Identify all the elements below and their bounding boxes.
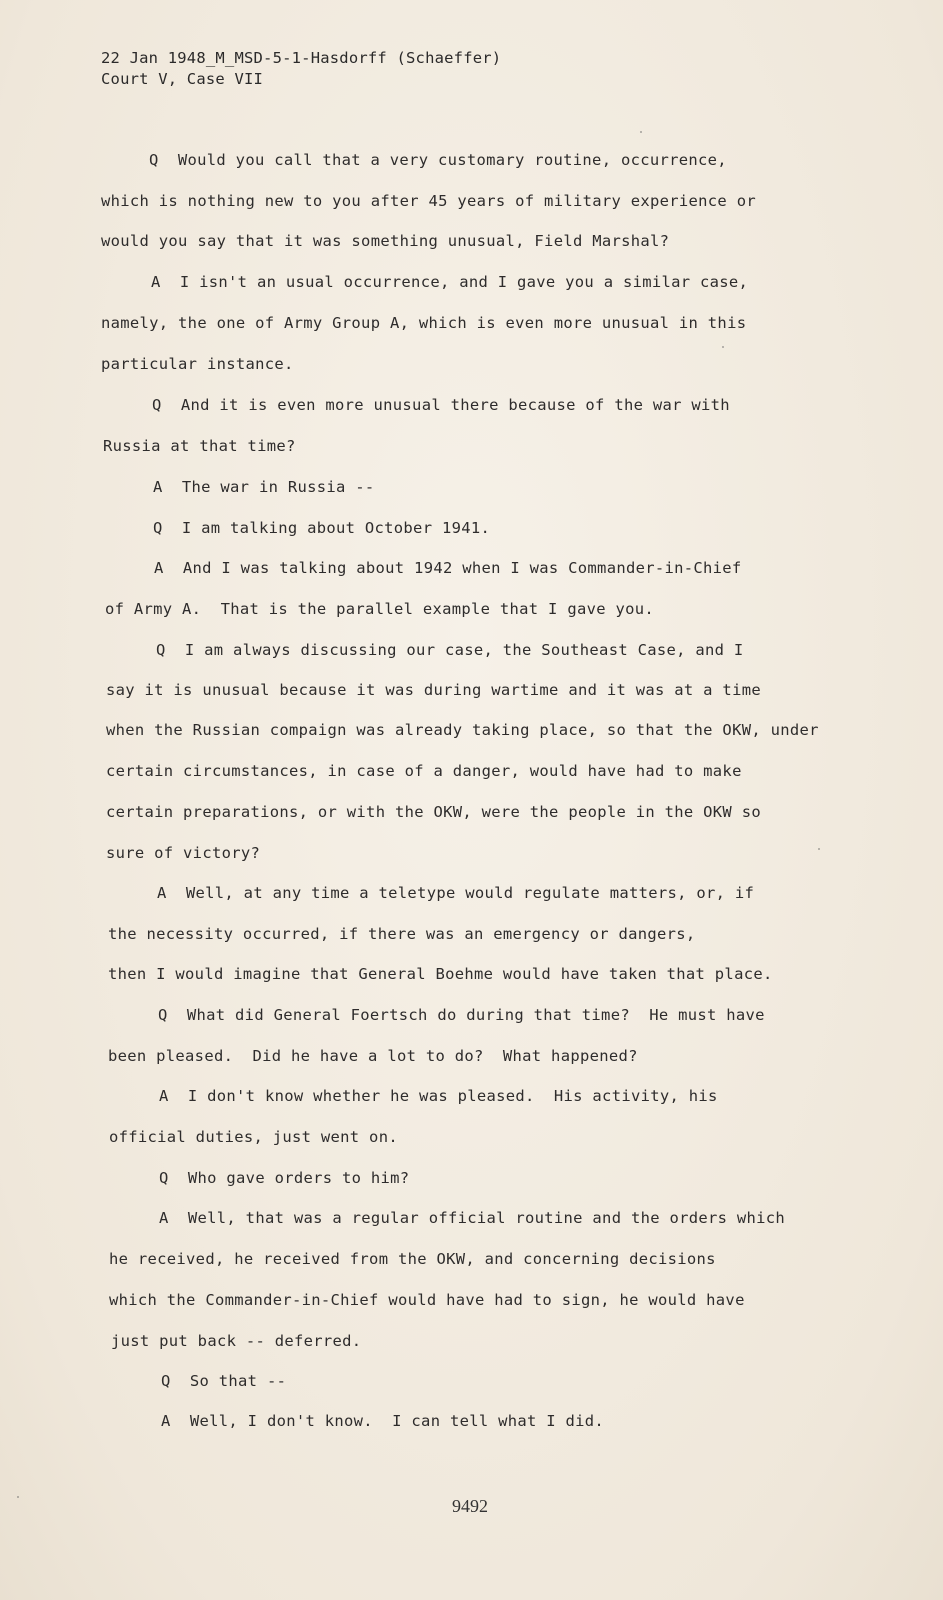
transcript-line: namely, the one of Army Group A, which is even more unusual in this [101,314,747,332]
transcript-line: he received, he received from the OKW, and concerning decisions [109,1250,716,1268]
transcript-line: say it is unusual because it was during wartime and it was at a time [106,681,761,699]
transcript-line: when the Russian compaign was already taking place, so that the OKW, under [106,721,819,739]
transcript-line: Q I am always discussing our case, the Southeast Case, and I [156,641,744,659]
paper-speck [818,848,820,850]
transcript-line: then I would imagine that General Boehme would have taken that place. [108,965,773,983]
transcript-line: the necessity occurred, if there was an emergency or dangers, [108,925,696,943]
transcript-line: A Well, that was a regular official routine and the orders which [159,1209,786,1227]
document-header [101,48,501,90]
paper-speck [722,346,724,348]
transcript-line: sure of victory? [106,844,261,862]
paper-speck [17,1496,19,1498]
transcript-line: A I don't know whether he was pleased. His activity, his [159,1087,718,1105]
transcript-line: Q So that -- [161,1372,287,1390]
paper-speck [640,131,642,133]
transcript-line: which is nothing new to you after 45 years of military experience or [101,192,756,210]
transcript-line: which the Commander-in-Chief would have had to sign, he would have [109,1291,745,1309]
transcript-line: certain circumstances, in case of a danger, would have had to make [106,762,742,780]
transcript-line: Russia at that time? [103,437,296,455]
transcript-line: A Well, at any time a teletype would regulate matters, or, if [157,884,755,902]
transcript-line: just put back -- deferred. [111,1332,362,1350]
transcript-line: would you say that it was something unusual, Field Marshal? [101,232,670,250]
transcript-line: Q Would you call that a very customary routine, occurrence, [149,151,727,169]
page-number: 9492 [452,1496,488,1516]
transcript-line: A I isn't an usual occurrence, and I gave you a similar case, [151,273,749,291]
transcript-line: Q I am talking about October 1941. [153,519,491,537]
transcript-line: Q Who gave orders to him? [159,1169,410,1187]
transcript-line: A And I was talking about 1942 when I was Commander-in-Chief [154,559,742,577]
header-line-court-case: Court V, Case VII [101,70,264,88]
transcript-line: Q What did General Foertsch do during that time? He must have [158,1006,765,1024]
transcript-line: A The war in Russia -- [153,478,375,496]
transcript-line: Q And it is even more unusual there because of the war with [152,396,730,414]
transcript-line: certain preparations, or with the OKW, were the people in the OKW so [106,803,761,821]
transcript-line: official duties, just went on. [109,1128,398,1146]
transcript-line: A Well, I don't know. I can tell what I did. [161,1412,605,1430]
transcript-line: particular instance. [101,355,294,373]
transcript-line: of Army A. That is the parallel example that I gave you. [105,600,655,618]
transcript-line: been pleased. Did he have a lot to do? What happened? [108,1047,638,1065]
header-line-date-reference: 22 Jan 1948_M_MSD-5-1-Hasdorff (Schaeffer) [101,49,502,67]
